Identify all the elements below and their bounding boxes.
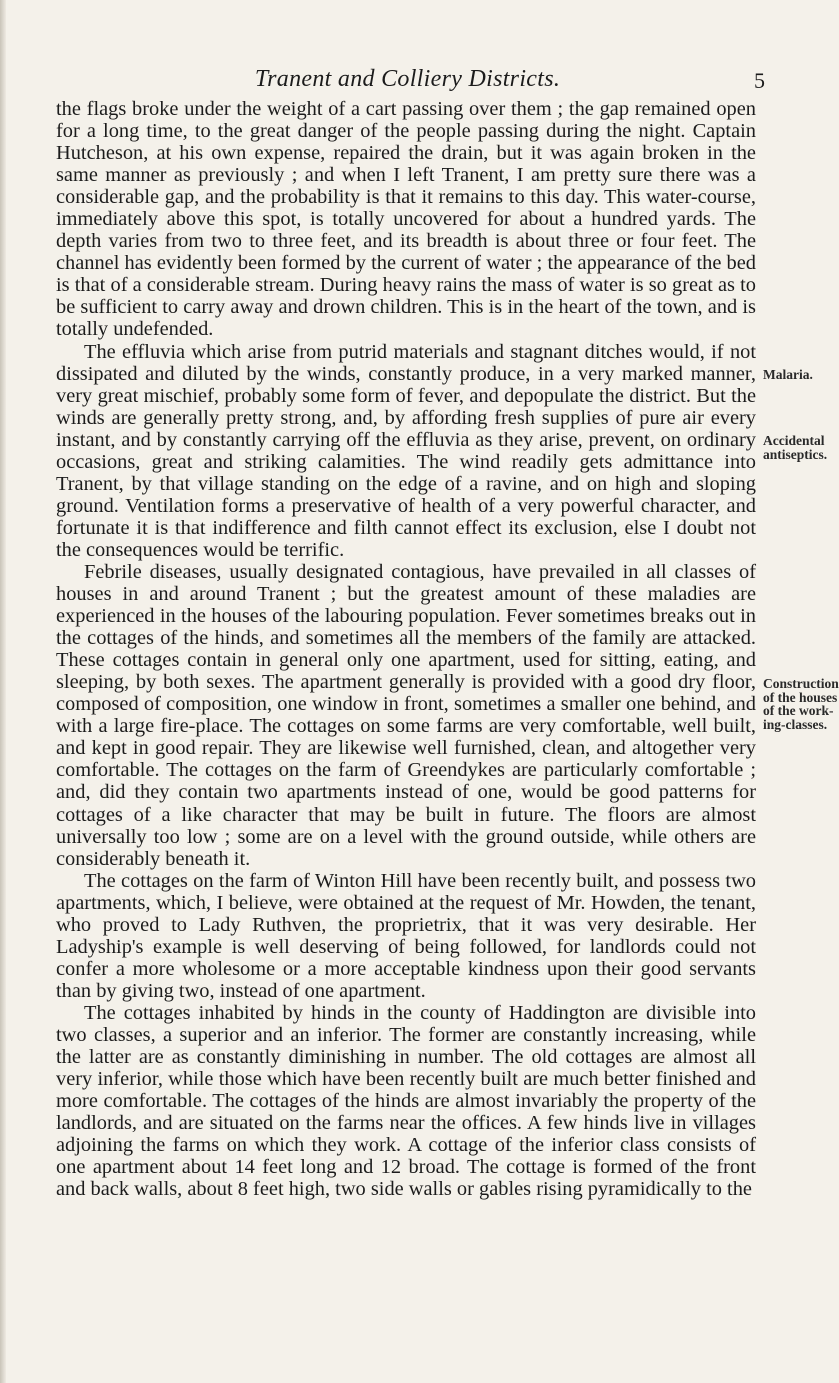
margin-note-line: ing-classes. — [763, 716, 828, 732]
body-text — [56, 98, 756, 1200]
margin-note-line: Construction — [763, 676, 839, 691]
paragraph-haddington-cottages: The cottages inhabited by hinds in the county of Haddington are divisible into two classes, a superior and an inferior. The former are constantly increasing, while the latter are as constantly diminishing in number. The old cottages are almost all very inferior, while those which have been recently built are much better finished and more comfortable. The cottages of the hinds are almost invariably the property of the landlords, and are situated on the farms near the offices. A few hinds live in villages adjoining the farms on which they work. A cottage of the inferior class consists of one apartment about 14 feet long and 12 broad. The cottage is formed of the front and back walls, about 8 feet high, two side walls or gables rising pyramidically to the — [56, 1001, 756, 1201]
margin-note-line: Accidental — [763, 433, 825, 448]
paragraph-febrile-diseases: Febrile diseases, usually designated contagious, have prevailed in all classes of houses in and around Tranent ; but the greatest amount of these maladies are experienced in the houses of the labouring population. Fever sometimes breaks out in the cottages of the hinds, and sometimes all the members of the family are attacked. These cottages contain in general only one apartment, used for sitting, eating, and sleeping, by both sexes. The apartment generally is provided with a good dry floor, composed of composition, one window in front, sometimes a smaller one behind, and with a large fire-place. The cottages on some farms are very comfortable, well built, and kept in good repair. They are likewise well furnished, clean, and altogether very comfortable. The cottages on the farm of Greendykes are particularly comfortable ; and, did they contain two apartments instead of one, would be good patterns for cottages of a like character that may be built in future. The floors are almost universally too low ; some are on a level with the ground outside, while others are considerably beneath it. — [56, 560, 756, 870]
margin-note-accidental-antiseptics — [763, 434, 833, 461]
running-title: Tranent and Colliery Districts. — [254, 66, 561, 92]
page-header — [50, 66, 765, 100]
page-number: 5 — [754, 68, 765, 93]
margin-note-construction — [763, 676, 839, 732]
margin-note-malaria — [763, 368, 833, 382]
margin-note-line: of the work- — [763, 703, 834, 718]
page-scan-edge — [0, 0, 6, 1383]
paragraph-winton-hill: The cottages on the farm of Winton Hill have been recently built, and possess two apartments, which, I believe, were obtained at the request of Mr. Howden, the tenant, who proved to Lady Ruthven, the proprietrix, that it was very desirable. Her Ladyship's example is well deserving of being followed, for landlords could not confer a more wholesome or a more acceptable kindness upon their good servants than by giving two, instead of one apartment. — [56, 869, 756, 1002]
margin-note-line: antiseptics. — [763, 446, 828, 462]
margin-note-line: of the houses — [763, 689, 838, 705]
paragraph-effluvia: The effluvia which arise from putrid materials and stagnant ditches would, if not dissipated and diluted by the winds, constantly produce, in a very marked manner, very great mischief, probably some form of fever, and depopulate the district. But the winds are generally pretty strong, and, by affording fresh supplies of pure air every instant, and by constantly carrying off the effluvia as they arise, prevent, on ordinary occasions, great and striking calamities. The wind readily gets admittance into Tranent, by that village standing on the edge of a ravine, and on high and sloping ground. Ventilation forms a preservative of health of a very powerful character, and fortunate it is that indifference and filth cannot effect its exclusion, else I doubt not the consequences would be terrific. — [56, 340, 756, 561]
paragraph-drain: the flags broke under the weight of a cart passing over them ; the gap remained open for a long time, to the great danger of the people passing during the night. Captain Hutcheson, at his own expense, repaired the drain, but it was again broken in the same manner as previously ; and when I left Tranent, I am pretty sure there was a considerable gap, and the probability is that it remains to this day. This water-course, immediately above this spot, is totally uncovered for about a hundred yards. The depth varies from two to three feet, and its breadth is about three or four feet. The channel has evidently been formed by the current of water ; the appearance of the bed is that of a considerable stream. During heavy rains the mass of water is so great as to be sufficient to carry away and drown children. This is in the heart of the town, and is totally undefended. — [56, 98, 756, 341]
margin-note-line: Malaria. — [763, 367, 813, 382]
